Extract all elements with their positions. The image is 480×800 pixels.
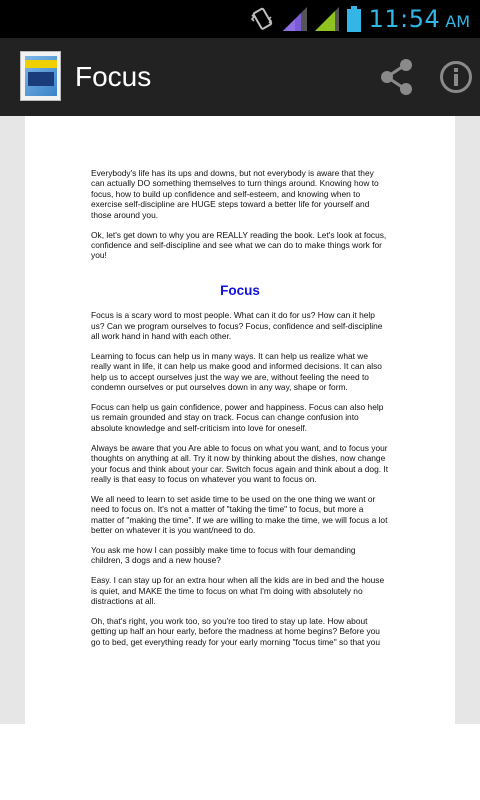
signal-icon-2 — [315, 7, 339, 31]
app-icon[interactable] — [20, 51, 61, 101]
status-time: 11:54 — [368, 5, 441, 33]
intro-paragraph: Ok, let's get down to why you are REALLY reading the book. Let's look at focus, confidence and self-discipline and see what we can do to make things work for you! — [91, 229, 387, 261]
status-bar — [0, 0, 480, 38]
body-paragraph: Easy. I can stay up for an extra hour when all the kids are in bed and the house is quiet, and MAKE the time to focus on what I'm doing with absolutely no distractions at all. — [91, 575, 385, 607]
body-paragraph: Oh, that's right, you work too, so you're too tired to stay up late. How about getting up half an hour early, before the madness at home begins? Before you go to bed, get everything ready for your early morning "focus time" so that you — [91, 616, 380, 647]
book-cover-strip — [25, 60, 57, 68]
signal-icon-1 — [283, 7, 307, 31]
book-cover-band — [28, 72, 54, 86]
status-icons — [249, 0, 470, 38]
document-page — [25, 116, 455, 724]
document-viewer[interactable] — [0, 116, 480, 724]
book-cover-icon — [25, 56, 57, 96]
share-button[interactable] — [376, 56, 418, 98]
body-paragraph: Learning to focus can help us in many ways. It can help us realize what we really want in life, it can help us make good and informed decisions. It can also help us to accept ourselves just the way we are, without feeling the need to condemn ourselves or put ourselves down in any way, shape or form. — [91, 350, 382, 393]
body-paragraph: Focus is a scary word to most people. What can it do for us? How can it help us? Can we program ourselves to focus? Focus, confidence and self-discipline all work hand in hand with each other. — [91, 310, 383, 341]
action-bar — [0, 38, 480, 116]
info-icon — [439, 60, 473, 94]
share-icon — [379, 58, 415, 96]
battery-icon — [347, 6, 361, 32]
status-ampm: AM — [445, 12, 470, 31]
body-paragraph: Focus can help us gain confidence, power and happiness. Focus can also help us remain grounded and stay on track. Focus can change confusion into absolute knowledge and self-criticism into love for oneself. — [91, 402, 384, 433]
body-paragraph: You ask me how I can possibly make time to focus with four demanding children, 3 dogs and a new house? — [91, 544, 356, 566]
intro-paragraph: Everybody's life has its ups and downs, but not everybody is aware that they can actually DO something themselves to turn things around. Knowing how to focus, how to build up confidence and self-esteem, and knowing when to exercise self-discipline are HUGE steps toward a better life for yourself and those around you. — [91, 168, 379, 220]
app-title: Focus — [75, 61, 152, 92]
section-heading: Focus — [220, 282, 260, 298]
info-button[interactable] — [435, 56, 477, 98]
vibrate-icon — [249, 6, 275, 32]
content-area — [0, 116, 480, 800]
document-text — [91, 168, 389, 657]
body-paragraph: We all need to learn to set aside time to be used on the one thing we want or need to focus on. It's not a matter of "taking the time" to focus, but more a matter of "making the time". If we are willing to make the time, we will focus a lot better on whatever it is you want/need to do. — [91, 493, 388, 536]
body-paragraph: Always be aware that you Are able to focus on what you want, and to focus your thoughts on anything at all. Try it now by thinking about the dishes, now change your focus and think about your car. Switch focus again and think about a dog. It really is that easy to focus on whatever you want to focus on. — [91, 442, 389, 484]
